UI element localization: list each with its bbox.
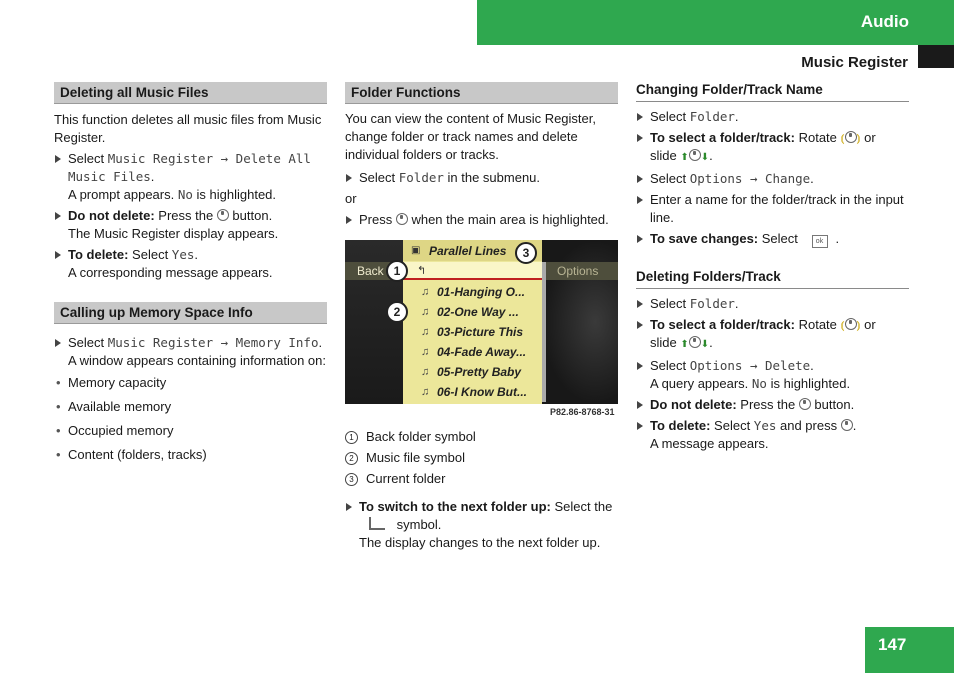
- or-text: or: [345, 191, 357, 206]
- callout-3: 3: [515, 242, 537, 264]
- music-note-icon: ♫: [421, 366, 430, 378]
- step-folder-up-wrap: [345, 498, 618, 552]
- back-button-icon: [799, 398, 811, 410]
- section-title: Music Register: [801, 54, 908, 71]
- column-1: [54, 82, 327, 464]
- legend-item-1: 1 Back folder symbol: [345, 426, 618, 447]
- step-select-delete-all: Select Music Register → Delete All Music Files. A prompt appears. No is highlighted.: [54, 150, 327, 204]
- page-number-box: [865, 627, 954, 673]
- legend-item-3: 3 Current folder: [345, 468, 618, 489]
- controller-press-icon: [396, 213, 408, 225]
- back-folder-symbol-icon: [369, 517, 385, 530]
- c3-step-select-track: To select a folder/track: Rotate ⦅ ⦆ or slide ⬆ ⬇.: [636, 129, 909, 167]
- callout-2: 2: [386, 301, 408, 323]
- legend-item-2: 2 Music file symbol: [345, 447, 618, 468]
- screen-options-label: Options: [557, 264, 599, 278]
- slide-controller-icon: ⬆: [680, 152, 689, 163]
- screen-track: 02-One Way ...: [437, 305, 519, 319]
- music-note-icon: ♫: [421, 326, 430, 338]
- step-do-not-delete: Do not delete: Press the button. The Music Register display appears.: [54, 207, 327, 243]
- c3-del-step-select-track: To select a folder/track: Rotate ⦅ ⦆ or slide ⬆ ⬇.: [636, 316, 909, 354]
- screen-track: 05-Pretty Baby: [437, 365, 522, 379]
- rotate-controller-icon: ⦅: [840, 318, 845, 332]
- heading-delete-folders: Deleting Folders/Track: [636, 268, 909, 289]
- controller-press-icon: [841, 419, 853, 431]
- bullet-occupied-memory: • Occupied memory: [54, 422, 327, 440]
- screen-track: 01-Hanging O...: [437, 285, 526, 299]
- folder-screen-image: [345, 240, 618, 404]
- page-number: 147: [878, 635, 907, 654]
- c3-step-options-change: Select Options → Change.: [636, 170, 909, 188]
- music-note-icon: ♫: [421, 306, 430, 318]
- screen-folder-title: Parallel Lines: [429, 244, 507, 258]
- screen-track: 03-Picture This: [437, 325, 524, 339]
- bullet-content: • Content (folders, tracks): [54, 446, 327, 464]
- column-2: [345, 82, 618, 229]
- heading-delete-all: Deleting all Music Files: [54, 82, 327, 104]
- ok-icon: ok: [812, 235, 828, 248]
- bullet-memory-capacity: • Memory capacity: [54, 374, 327, 392]
- heading-memory-info: Calling up Memory Space Info: [54, 302, 327, 324]
- step-press-knob: Press when the main area is highlighted.: [345, 211, 618, 229]
- c3-del-step-select-folder: Select Folder.: [636, 295, 909, 313]
- c3-del-step-to-delete: To delete: Select Yes and press . A message appears.: [636, 417, 909, 453]
- intro-folder-functions: You can view the content of Music Register, change folder or track names and delete individual folders or tracks.: [345, 111, 596, 162]
- music-note-icon: ♫: [421, 386, 430, 398]
- intro-delete-all: This function deletes all music files from Music Register.: [54, 112, 322, 145]
- c3-step-enter-name: Enter a name for the folder/track in the input line.: [636, 191, 909, 227]
- c3-step-save: To save changes: Select ok .: [636, 230, 909, 248]
- c3-del-step-options-delete: Select Options → Delete. A query appears. No is highlighted.: [636, 357, 909, 393]
- thumb-tab: [918, 45, 954, 68]
- slide-controller-icon: ⬆: [680, 339, 689, 350]
- bullet-available-memory: • Available memory: [54, 398, 327, 416]
- music-note-icon: ♫: [421, 346, 430, 358]
- heading-change-name: Changing Folder/Track Name: [636, 81, 909, 102]
- back-button-icon: [217, 209, 229, 221]
- step-folder-up: To switch to the next folder up: Select the symbol. The display changes to the next folder up.: [345, 498, 618, 552]
- rotate-controller-icon: ⦅: [840, 131, 845, 145]
- c3-del-step-do-not-delete: Do not delete: Press the button.: [636, 396, 909, 414]
- callout-1: 1: [386, 260, 408, 282]
- screen-back-label: Back: [357, 264, 384, 278]
- heading-folder-functions: Folder Functions: [345, 82, 618, 104]
- legend: [345, 426, 618, 489]
- folder-open-icon: ▣: [411, 245, 421, 256]
- screen-track: 06-I Know But...: [437, 385, 527, 399]
- step-select-folder: Select Folder in the submenu.: [345, 169, 618, 187]
- back-folder-icon: ↰: [417, 265, 427, 277]
- chapter-header: [477, 0, 954, 45]
- music-note-icon: ♫: [421, 286, 430, 298]
- c3-step-select-folder: Select Folder.: [636, 108, 909, 126]
- image-code: P82.86-8768-31: [550, 407, 615, 417]
- chapter-title: Audio: [860, 12, 909, 31]
- screen-track: 04-Fade Away...: [437, 345, 527, 359]
- step-to-delete: To delete: Select Yes. A corresponding message appears.: [54, 246, 327, 282]
- step-memory-info: Select Music Register → Memory Info. A window appears containing information on:: [54, 334, 327, 370]
- column-3: [636, 81, 909, 453]
